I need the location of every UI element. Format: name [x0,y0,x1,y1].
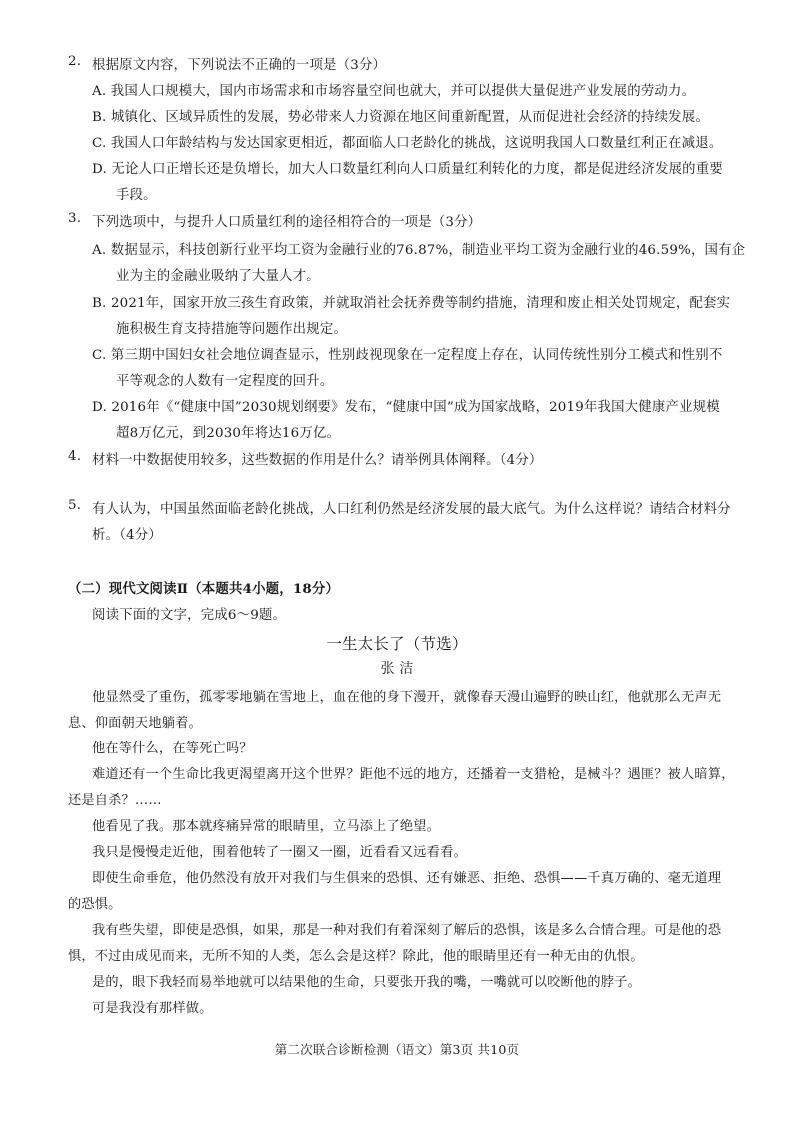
question-3-option-c: C. 第三期中国妇女社会地位调查显示，性别歧视现象在一定程度上存在，认同传统性别分工模式和性别不 [92,348,723,363]
passage-paragraph-8: 是的，眼下我轻而易举地就可以结果他的生命，只要张开我的嘴，一嘴就可以咬断他的脖子。 [92,975,641,990]
question-2-text: 根据原文内容，下列说法不正确的一项是（3分） [92,58,387,73]
question-3-option-a: A. 数据显示，科技创新行业平均工资为金融行业的76.87%，制造业平均工资为金融行业的46.59%，国有企 [92,243,746,258]
section-intro: 阅读下面的文字，完成6～9题。 [92,608,287,623]
question-3-option-c-cont: 平等观念的人数有一定程度的回升。 [116,374,334,389]
passage-paragraph-3: 难道还有一个生命比我更渴望离开这个世界？距他不远的地方，还播着一支猎枪，是械斗？遇匪？被人暗算， [92,767,735,782]
question-4-number: 4. [68,449,82,464]
question-5-number: 5. [68,498,82,513]
section-heading: （二）现代文阅读Ⅱ（本题共4小题，18分） [68,581,340,597]
question-3-option-d: D. 2016年《“健康中国”2030规划纲要》发布，“健康中国”成为国家战略，2019年我国大健康产业规模 [92,400,720,415]
passage-paragraph-2: 他在等什么，在等死亡吗？ [92,741,253,756]
page-footer: 第二次联合诊断检测（语文）第3页 共10页 [274,1042,520,1057]
passage-paragraph-5: 我只是慢慢走近他，围着他转了一圈又一圈，近看看又远看看。 [92,845,467,860]
passage-paragraph-1: 他显然受了重伤，孤零零地躺在雪地上，血在他的身下漫开，就像春天漫山遍野的映山红，他就那么无声无 [92,690,722,705]
question-4-text: 材料一中数据使用较多，这些数据的作用是什么？请举例具体阐释。（4分） [92,453,543,468]
passage-paragraph-6: 即使生命垂危，他仍然没有放开对我们与生俱来的恐惧、还有嫌恶、拒绝、恐惧——千真万确的、毫无道理 [92,871,722,886]
question-2-option-d: D. 无论人口正增长还是负增长，加大人口数量红利向人口质量红利转化的力度，都是促进经济发展的重要 [92,162,723,177]
question-2-option-b: B. 城镇化、区域异质性的发展，势必带来人力资源在地区间重新配置，从而促进社会经济的持续发展。 [92,110,709,125]
question-2-number: 2. [68,54,82,69]
question-3-text: 下列选项中，与提升人口质量红利的途径相符合的一项是（3分） [92,215,482,230]
passage-author: 张 洁 [380,661,414,677]
passage-paragraph-7-cont: 惧，不过由成见而来，无所不知的人类，怎么会是这样？除此，他的眼睛里还有一种无由的仇恨。 [68,949,644,964]
passage-paragraph-3-cont: 还是自杀？…… [68,793,162,808]
question-2-option-d-cont: 手段。 [116,188,157,203]
question-2-option-c: C. 我国人口年龄结构与发达国家更相近，都面临人口老龄化的挑战，这说明我国人口数量红利正在减退。 [92,136,723,151]
passage-paragraph-4: 他看见了我。那本就疼痛异常的眼睛里，立马添上了绝望。 [92,819,441,834]
question-3-number: 3. [68,211,82,226]
passage-paragraph-1-cont: 息、仰面朝天地躺着。 [68,716,202,731]
passage-paragraph-7: 我有些失望，即使是恐惧，如果，那是一种对我们有着深刻了解后的恐惧，该是多么合情合理。可是他的恐 [92,923,722,938]
passage-paragraph-9: 可是我没有那样做。 [92,1001,213,1016]
question-3-option-d-cont: 超8万亿元，到2030年将达16万亿。 [116,426,341,441]
question-5-text-cont: 析。（4分） [92,528,162,543]
question-2-option-a: A. 我国人口规模大，国内市场需求和市场容量空间也就大，并可以提供大量促进产业发展的劳动力。 [92,84,696,99]
passage-title: 一生太长了（节选） [326,635,468,653]
passage-paragraph-6-cont: 的恐惧。 [68,897,122,912]
question-3-option-a-cont: 业为主的金融业吸纳了大量人才。 [116,269,320,284]
question-3-option-b-cont: 施积极生育支持措施等问题作出规定。 [116,322,348,337]
question-5-text: 有人认为，中国虽然面临老龄化挑战，人口红利仍然是经济发展的最大底气。为什么这样说？请结合材料分 [92,502,731,517]
question-3-option-b: B. 2021年，国家开放三孩生育政策，并就取消社会抚养费等制约措施，清理和废止相关处罚规定，配套实 [92,296,731,311]
